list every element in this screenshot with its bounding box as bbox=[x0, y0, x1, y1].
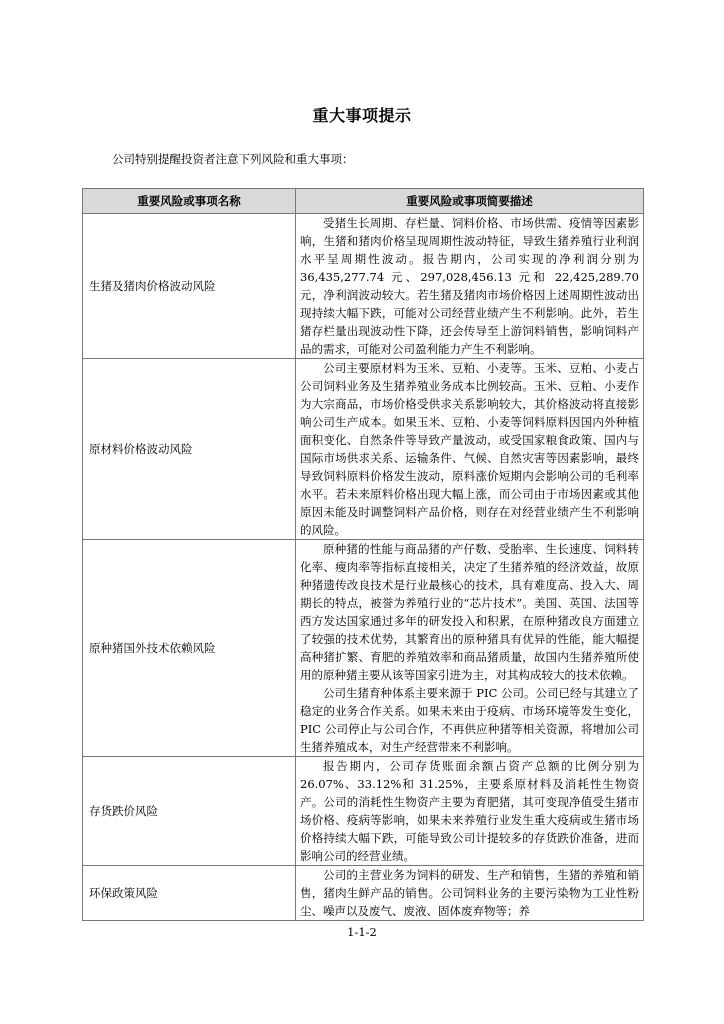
page-title: 重大事项提示 bbox=[312, 106, 412, 125]
table-row bbox=[83, 757, 644, 866]
risk-name-hog-price: 生猪及猪肉价格波动风险 bbox=[83, 214, 296, 359]
header-risk-name: 重要风险或事项名称 bbox=[83, 189, 296, 214]
table-row bbox=[83, 359, 644, 540]
description-paragraph: 公司的主营业务为饲料的研发、生产和销售，生猪的养殖和销售，猪肉生鲜产品的销售。公司饲料业务的主要污染物为工业性粉尘、噪声以及废气、废液、固体废弃物等；养 bbox=[300, 868, 639, 918]
description-paragraph: 公司生猪育种体系主要来源于 PIC 公司。公司已经与其建立了稳定的业务合作关系。如果未来由于疫病、市场环境等发生变化，PIC 公司停止与公司合作，不再供应种猪等相关资源，将增加公司生猪养殖成本，对生产经营带来不利影响。 bbox=[300, 686, 639, 754]
risk-description-raw-material bbox=[296, 359, 644, 540]
risk-description-hog-price bbox=[296, 214, 644, 359]
description-paragraph: 受猪生长周期、存栏量、饲料价格、市场供需、疫情等因素影响，生猪和猪肉价格呈现周期性波动特征，导致生猪养殖行业利润水平呈周期性波动。报告期内，公司实现的净利润分别为 36,435,277.74 元、297,028,456.13 元和 22,425,289.70 元，净利润波动较大。若生猪及猪肉市场价格因上述周期性波动出现持续大幅下跌，可能对公司经营业绩产生不利影响。此外，若生猪存栏量出现波动性下降，还会传导至上游饲料销售，影响饲料产品的需求，可能对公司盈利能力产生不利影响。 bbox=[300, 216, 639, 356]
header-risk-description: 重要风险或事项简要描述 bbox=[296, 189, 644, 214]
description-paragraph: 原种猪的性能与商品猪的产仔数、受胎率、生长速度、饲料转化率、瘦肉率等指标直接相关，决定了生猪养殖的经济效益，故原种猪遗传改良技术是行业最核心的技术，具有难度高、投入大、周期长的特点，被誉为养殖行业的“芯片技术”。美国、英国、法国等西方发达国家通过多年的研发投入和积累，在原种猪改良方面建立了较强的技术优势，其繁育出的原种猪具有优异的性能，能大幅提高种猪扩繁、育肥的养殖效率和商品猪质量，故国内生猪养殖所使用的原种猪主要从该等国家引进为主，对其构成较大的技术依赖。 bbox=[300, 542, 639, 682]
risk-name-environmental: 环保政策风险 bbox=[83, 866, 296, 921]
description-paragraph: 公司主要原材料为玉米、豆粕、小麦等。玉米、豆粕、小麦占公司饲料业务及生猪养殖业务成本比例较高。玉米、豆粕、小麦作为大宗商品，市场价格受供求关系影响较大，其价格波动将直接影响公司生产成本。如果玉米、豆粕、小麦等饲料原料因国内外种植面积变化、自然条件等导致产量波动，或受国家粮食政策、国内与国际市场供求关系、运输条件、气候、自然灾害等因素影响，最终导致饲料原料价格发生波动，原料涨价短期内会影响公司的毛利率水平。若未来原料价格出现大幅上涨，而公司由于市场因素或其他原因未能及时调整饲料产品价格，则存在对经营业绩产生不利影响的风险。 bbox=[300, 361, 639, 537]
description-paragraph: 报告期内，公司存货账面余额占资产总额的比例分别为 26.07%、33.12%和 31.25%，主要系原材料及消耗性生物资产。公司的消耗性生物资产主要为育肥猪，其可变现净值受生猪市场价格、疫病等影响，如果未来养殖行业发生重大疫病或生猪市场价格持续大幅下跌，可能导致公司计提较多的存货跌价准备，进而影响公司的经营业绩。 bbox=[300, 759, 639, 863]
table-row bbox=[83, 540, 644, 757]
risk-name-raw-material: 原材料价格波动风险 bbox=[83, 359, 296, 540]
risk-description-inventory bbox=[296, 757, 644, 866]
page-number: 1-1-2 bbox=[347, 925, 377, 939]
risk-table bbox=[82, 188, 644, 921]
risk-name-inventory: 存货跌价风险 bbox=[83, 757, 296, 866]
risk-description-environmental bbox=[296, 866, 644, 921]
risk-name-breeding-tech: 原种猪国外技术依赖风险 bbox=[83, 540, 296, 757]
table-row bbox=[83, 214, 644, 359]
intro-text: 公司特别提醒投资者注意下列风险和重大事项： bbox=[112, 152, 354, 166]
table-row bbox=[83, 866, 644, 921]
risk-description-breeding-tech bbox=[296, 540, 644, 757]
table-header-row bbox=[83, 189, 644, 214]
